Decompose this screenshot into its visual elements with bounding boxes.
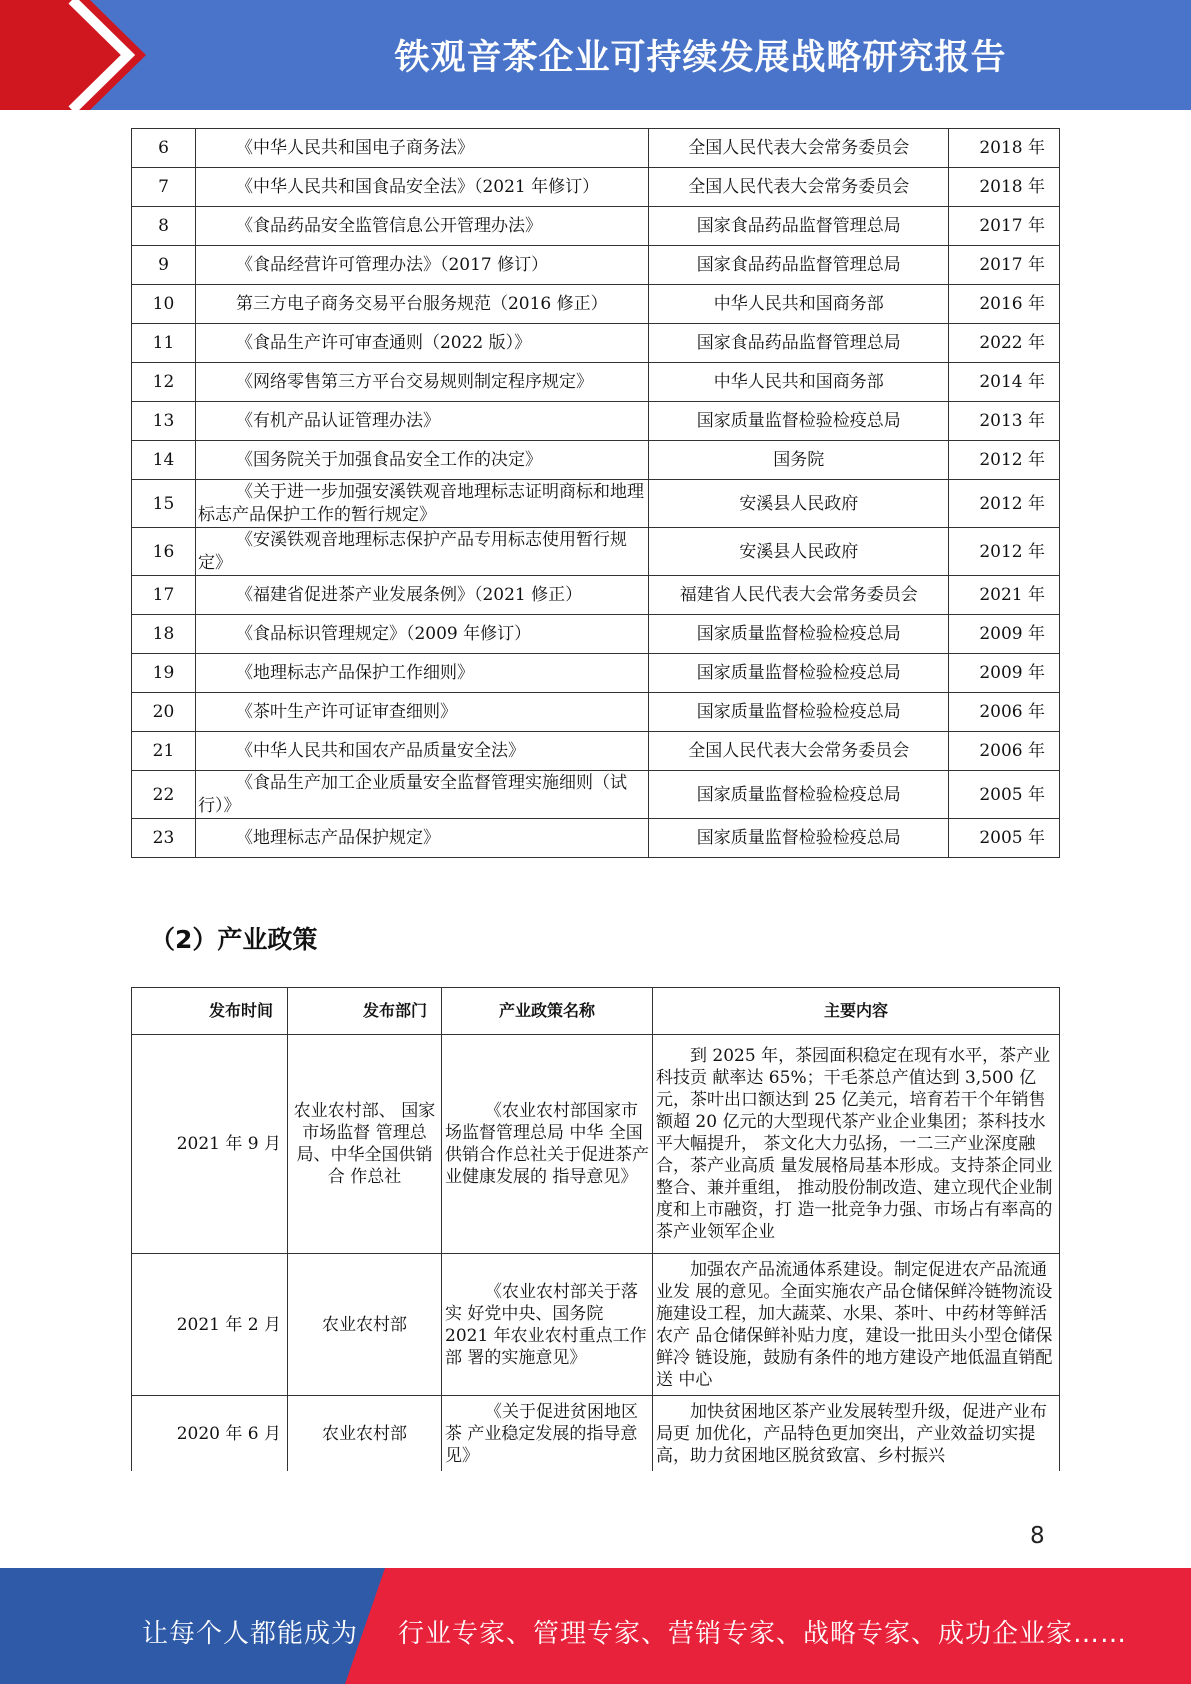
column-header-policy-name: 产业政策名称 — [442, 988, 653, 1035]
issuing-department: 国家食品药品监督管理总局 — [649, 246, 949, 285]
policy-dept: 农业农村部 — [288, 1396, 442, 1472]
issuing-department: 国务院 — [649, 441, 949, 480]
row-number: 18 — [132, 615, 196, 654]
regulation-name: 第三方电子商务交易平台服务规范（2016 修正） — [195, 285, 648, 324]
table-row — [132, 576, 1060, 615]
table-row — [132, 129, 1060, 168]
regulation-name: 《福建省促进茶产业发展条例》（2021 修正） — [195, 576, 648, 615]
row-number: 16 — [132, 528, 196, 576]
table-row — [132, 363, 1060, 402]
policy-date: 2021 年 2 月 — [132, 1254, 288, 1396]
header-arrow-decoration — [0, 0, 160, 110]
regulation-name: 《食品生产许可审查通则（2022 版）》 — [195, 324, 648, 363]
page-header — [0, 0, 1191, 110]
row-number: 14 — [132, 441, 196, 480]
issue-year: 2006 年 — [949, 732, 1060, 771]
issuing-department: 国家质量监督检验检疫总局 — [649, 819, 949, 858]
column-header-content: 主要内容 — [653, 988, 1060, 1035]
issuing-department: 国家质量监督检验检疫总局 — [649, 402, 949, 441]
table-row — [132, 771, 1060, 819]
regulation-name: 《茶叶生产许可证审查细则》 — [195, 693, 648, 732]
laws-regulations-table — [131, 128, 1060, 858]
issue-year: 2016 年 — [949, 285, 1060, 324]
regulation-name: 《中华人民共和国农产品质量安全法》 — [195, 732, 648, 771]
footer-slogan-left: 让每个人都能成为 — [142, 1619, 359, 1649]
regulation-name: 《中华人民共和国电子商务法》 — [195, 129, 648, 168]
issue-year: 2018 年 — [949, 129, 1060, 168]
column-header-dept: 发布部门 — [288, 988, 442, 1035]
table-row — [132, 819, 1060, 858]
policy-dept: 农业农村部、 国家市场监督 管理总局、中华全国供销合 作总社 — [288, 1035, 442, 1254]
issue-year: 2014 年 — [949, 363, 1060, 402]
table-row — [132, 528, 1060, 576]
document-title: 铁观音茶企业可持续发展战略研究报告 — [394, 38, 1007, 78]
table-row — [132, 285, 1060, 324]
table-row — [132, 168, 1060, 207]
page-footer — [0, 1568, 1191, 1684]
issue-year: 2022 年 — [949, 324, 1060, 363]
row-number: 13 — [132, 402, 196, 441]
issue-year: 2009 年 — [949, 615, 1060, 654]
table-row — [132, 1254, 1060, 1396]
regulation-name: 《有机产品认证管理办法》 — [195, 402, 648, 441]
issue-year: 2017 年 — [949, 207, 1060, 246]
issue-year: 2012 年 — [949, 528, 1060, 576]
regulation-name: 《中华人民共和国食品安全法》（2021 年修订） — [195, 168, 648, 207]
regulation-name: 《国务院关于加强食品安全工作的决定》 — [195, 441, 648, 480]
table-row — [132, 441, 1060, 480]
issue-year: 2012 年 — [949, 441, 1060, 480]
regulation-name: 《网络零售第三方平台交易规则制定程序规定》 — [195, 363, 648, 402]
row-number: 21 — [132, 732, 196, 771]
row-number: 8 — [132, 207, 196, 246]
policy-content: 到 2025 年，茶园面积稳定在现有水平，茶产业科技贡 献率达 65%；干毛茶总产值达到 3,500 亿元，茶叶出口额达到 25 亿美元，培育若干个年销售额超 20 亿元的大型现代茶产业企业集团；茶科技水平大幅提升， 茶文化大力弘扬，一二三产业深度融合，茶产业高质 量发展格局基本形成。支持茶企同业整合、兼并重组， 推动股份制改造、建立现代企业制度和上市融资，打 造一批竞争力强、市场占有率高的茶产业领军企业 — [653, 1035, 1060, 1254]
table-header-row — [132, 988, 1060, 1035]
issuing-department: 全国人民代表大会常务委员会 — [649, 732, 949, 771]
policy-dept: 农业农村部 — [288, 1254, 442, 1396]
regulation-name: 《安溪铁观音地理标志保护产品专用标志使用暂行规定》 — [195, 528, 648, 576]
issue-year: 2005 年 — [949, 819, 1060, 858]
issuing-department: 国家食品药品监督管理总局 — [649, 324, 949, 363]
policy-date: 2020 年 6 月 — [132, 1396, 288, 1472]
footer-slogan-right: 行业专家、管理专家、营销专家、战略专家、成功企业家…… — [398, 1619, 1128, 1649]
issue-year: 2021 年 — [949, 576, 1060, 615]
issuing-department: 国家质量监督检验检疫总局 — [649, 693, 949, 732]
table-row — [132, 1035, 1060, 1254]
policy-date: 2021 年 9 月 — [132, 1035, 288, 1254]
table-row — [132, 1396, 1060, 1472]
policy-content: 加快贫困地区茶产业发展转型升级，促进产业布局更 加优化，产品特色更加突出，产业效益切实提高，助力贫困地区脱贫致富、乡村振兴 — [653, 1396, 1060, 1472]
issuing-department: 国家食品药品监督管理总局 — [649, 207, 949, 246]
table-row — [132, 324, 1060, 363]
row-number: 15 — [132, 480, 196, 528]
row-number: 12 — [132, 363, 196, 402]
issue-year: 2012 年 — [949, 480, 1060, 528]
regulation-name: 《食品标识管理规定》（2009 年修订） — [195, 615, 648, 654]
table-row — [132, 615, 1060, 654]
table-row — [132, 654, 1060, 693]
row-number: 19 — [132, 654, 196, 693]
policy-content: 加强农产品流通体系建设。制定促进农产品流通业发 展的意见。全面实施农产品仓储保鲜冷链物流设施建设工程，加大蔬菜、水果、茶叶、中药材等鲜活农产 品仓储保鲜补贴力度，建设一批田头小型仓储保鲜冷 链设施，鼓励有条件的地方建设产地低温直销配送 中心 — [653, 1254, 1060, 1396]
issuing-department: 安溪县人民政府 — [649, 480, 949, 528]
regulation-name: 《地理标志产品保护工作细则》 — [195, 654, 648, 693]
policy-name: 《关于促进贫困地区茶 产业稳定发展的指导意 见》 — [442, 1396, 653, 1472]
regulation-name: 《食品经营许可管理办法》（2017 修订） — [195, 246, 648, 285]
policy-name: 《农业农村部国家市场监督管理总局 中华 全国供销合作总社关于促进茶产业健康发展的 指导意见》 — [442, 1035, 653, 1254]
issue-year: 2013 年 — [949, 402, 1060, 441]
policy-name: 《农业农村部关于落实 好党中央、国务院 2021 年农业农村重点工作部 署的实施意见》 — [442, 1254, 653, 1396]
issue-year: 2006 年 — [949, 693, 1060, 732]
issuing-department: 国家质量监督检验检疫总局 — [649, 615, 949, 654]
regulation-name: 《关于进一步加强安溪铁观音地理标志证明商标和地理 标志产品保护工作的暂行规定》 — [195, 480, 648, 528]
page-number: 8 — [1030, 1523, 1045, 1549]
issuing-department: 国家质量监督检验检疫总局 — [649, 654, 949, 693]
issue-year: 2005 年 — [949, 771, 1060, 819]
issuing-department: 全国人民代表大会常务委员会 — [649, 129, 949, 168]
row-number: 17 — [132, 576, 196, 615]
issuing-department: 全国人民代表大会常务委员会 — [649, 168, 949, 207]
section-heading: （2）产业政策 — [150, 925, 318, 954]
issue-year: 2017 年 — [949, 246, 1060, 285]
issuing-department: 中华人民共和国商务部 — [649, 363, 949, 402]
table-row — [132, 480, 1060, 528]
issuing-department: 中华人民共和国商务部 — [649, 285, 949, 324]
row-number: 7 — [132, 168, 196, 207]
regulation-name: 《食品药品安全监管信息公开管理办法》 — [195, 207, 648, 246]
issuing-department: 国家质量监督检验检疫总局 — [649, 771, 949, 819]
row-number: 22 — [132, 771, 196, 819]
row-number: 23 — [132, 819, 196, 858]
table-row — [132, 402, 1060, 441]
issuing-department: 安溪县人民政府 — [649, 528, 949, 576]
table-row — [132, 246, 1060, 285]
row-number: 9 — [132, 246, 196, 285]
table-row — [132, 207, 1060, 246]
row-number: 6 — [132, 129, 196, 168]
issue-year: 2018 年 — [949, 168, 1060, 207]
regulation-name: 《食品生产加工企业质量安全监督管理实施细则（试行）》 — [195, 771, 648, 819]
industry-policy-table — [131, 987, 1060, 1471]
table-row — [132, 693, 1060, 732]
row-number: 11 — [132, 324, 196, 363]
issuing-department: 福建省人民代表大会常务委员会 — [649, 576, 949, 615]
column-header-date: 发布时间 — [132, 988, 288, 1035]
row-number: 10 — [132, 285, 196, 324]
issue-year: 2009 年 — [949, 654, 1060, 693]
regulation-name: 《地理标志产品保护规定》 — [195, 819, 648, 858]
table-row — [132, 732, 1060, 771]
row-number: 20 — [132, 693, 196, 732]
